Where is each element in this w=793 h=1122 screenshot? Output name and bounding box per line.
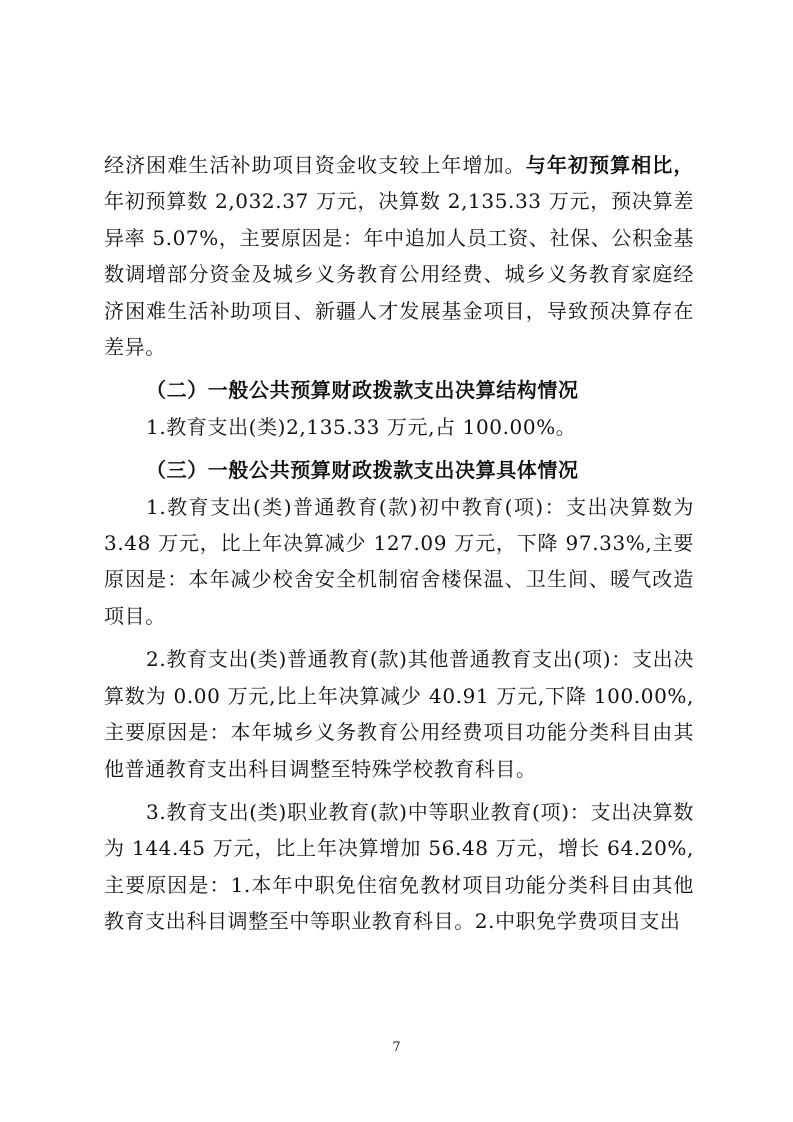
paragraph-text: 经济困难生活补助项目资金收支较上年增加。 — [104, 153, 526, 177]
paragraph-other-general-education: 2.教育支出(类)普通教育(款)其他普通教育支出(项)：支出决算数为 0.00 万元,比上年决算减少 40.91 万元,下降 100.00%,主要原因是：本年城乡义务教育公用经费项目功能分类科目由其他普通教育支出科目调整至特殊学校教育科目。 — [104, 647, 694, 781]
section-heading-structure: （二）一般公共预算财政拨款支出决算结构情况 — [146, 378, 579, 403]
bold-lead-phrase: 与年初预算相比， — [525, 153, 695, 177]
body-text — [104, 147, 694, 940]
section-heading-details: （三）一般公共预算财政拨款支出决算具体情况 — [146, 458, 579, 483]
page-number: 7 — [392, 1040, 401, 1055]
paragraph-budget-comparison — [104, 147, 694, 365]
paragraph-education-total: 1.教育支出(类)2,135.33 万元,占 100.00%。 — [146, 414, 577, 439]
paragraph-junior-high: 1.教育支出(类)普通教育(款)初中教育(项)：支出决算数为3.48 万元，比上年决算减少 127.09 万元，下降 97.33%,主要原因是：本年减少校舍安全机制宿舍楼保温、卫生间、暖气改造项目。 — [104, 494, 694, 628]
paragraph-vocational-education: 3.教育支出(类)职业教育(款)中等职业教育(项)：支出决算数为 144.45 万元，比上年决算增加 56.48 万元，增长 64.20%,主要原因是：1.本年中职免住宿免教材项目功能分类科目由其他教育支出科目调整至中等职业教育科目。2.中职免学费项目支出 — [104, 799, 694, 934]
paragraph-text: 年初预算数 2,032.37 万元，决算数 2,135.33 万元，预决算差异率 5.07%，主要原因是：年中追加人员工资、社保、公积金基数调增部分资金及城乡义务教育公用经费、城乡义务教育家庭经济困难生活补助项目、新疆人才发展基金项目，导致预决算存在差异。 — [104, 189, 694, 360]
